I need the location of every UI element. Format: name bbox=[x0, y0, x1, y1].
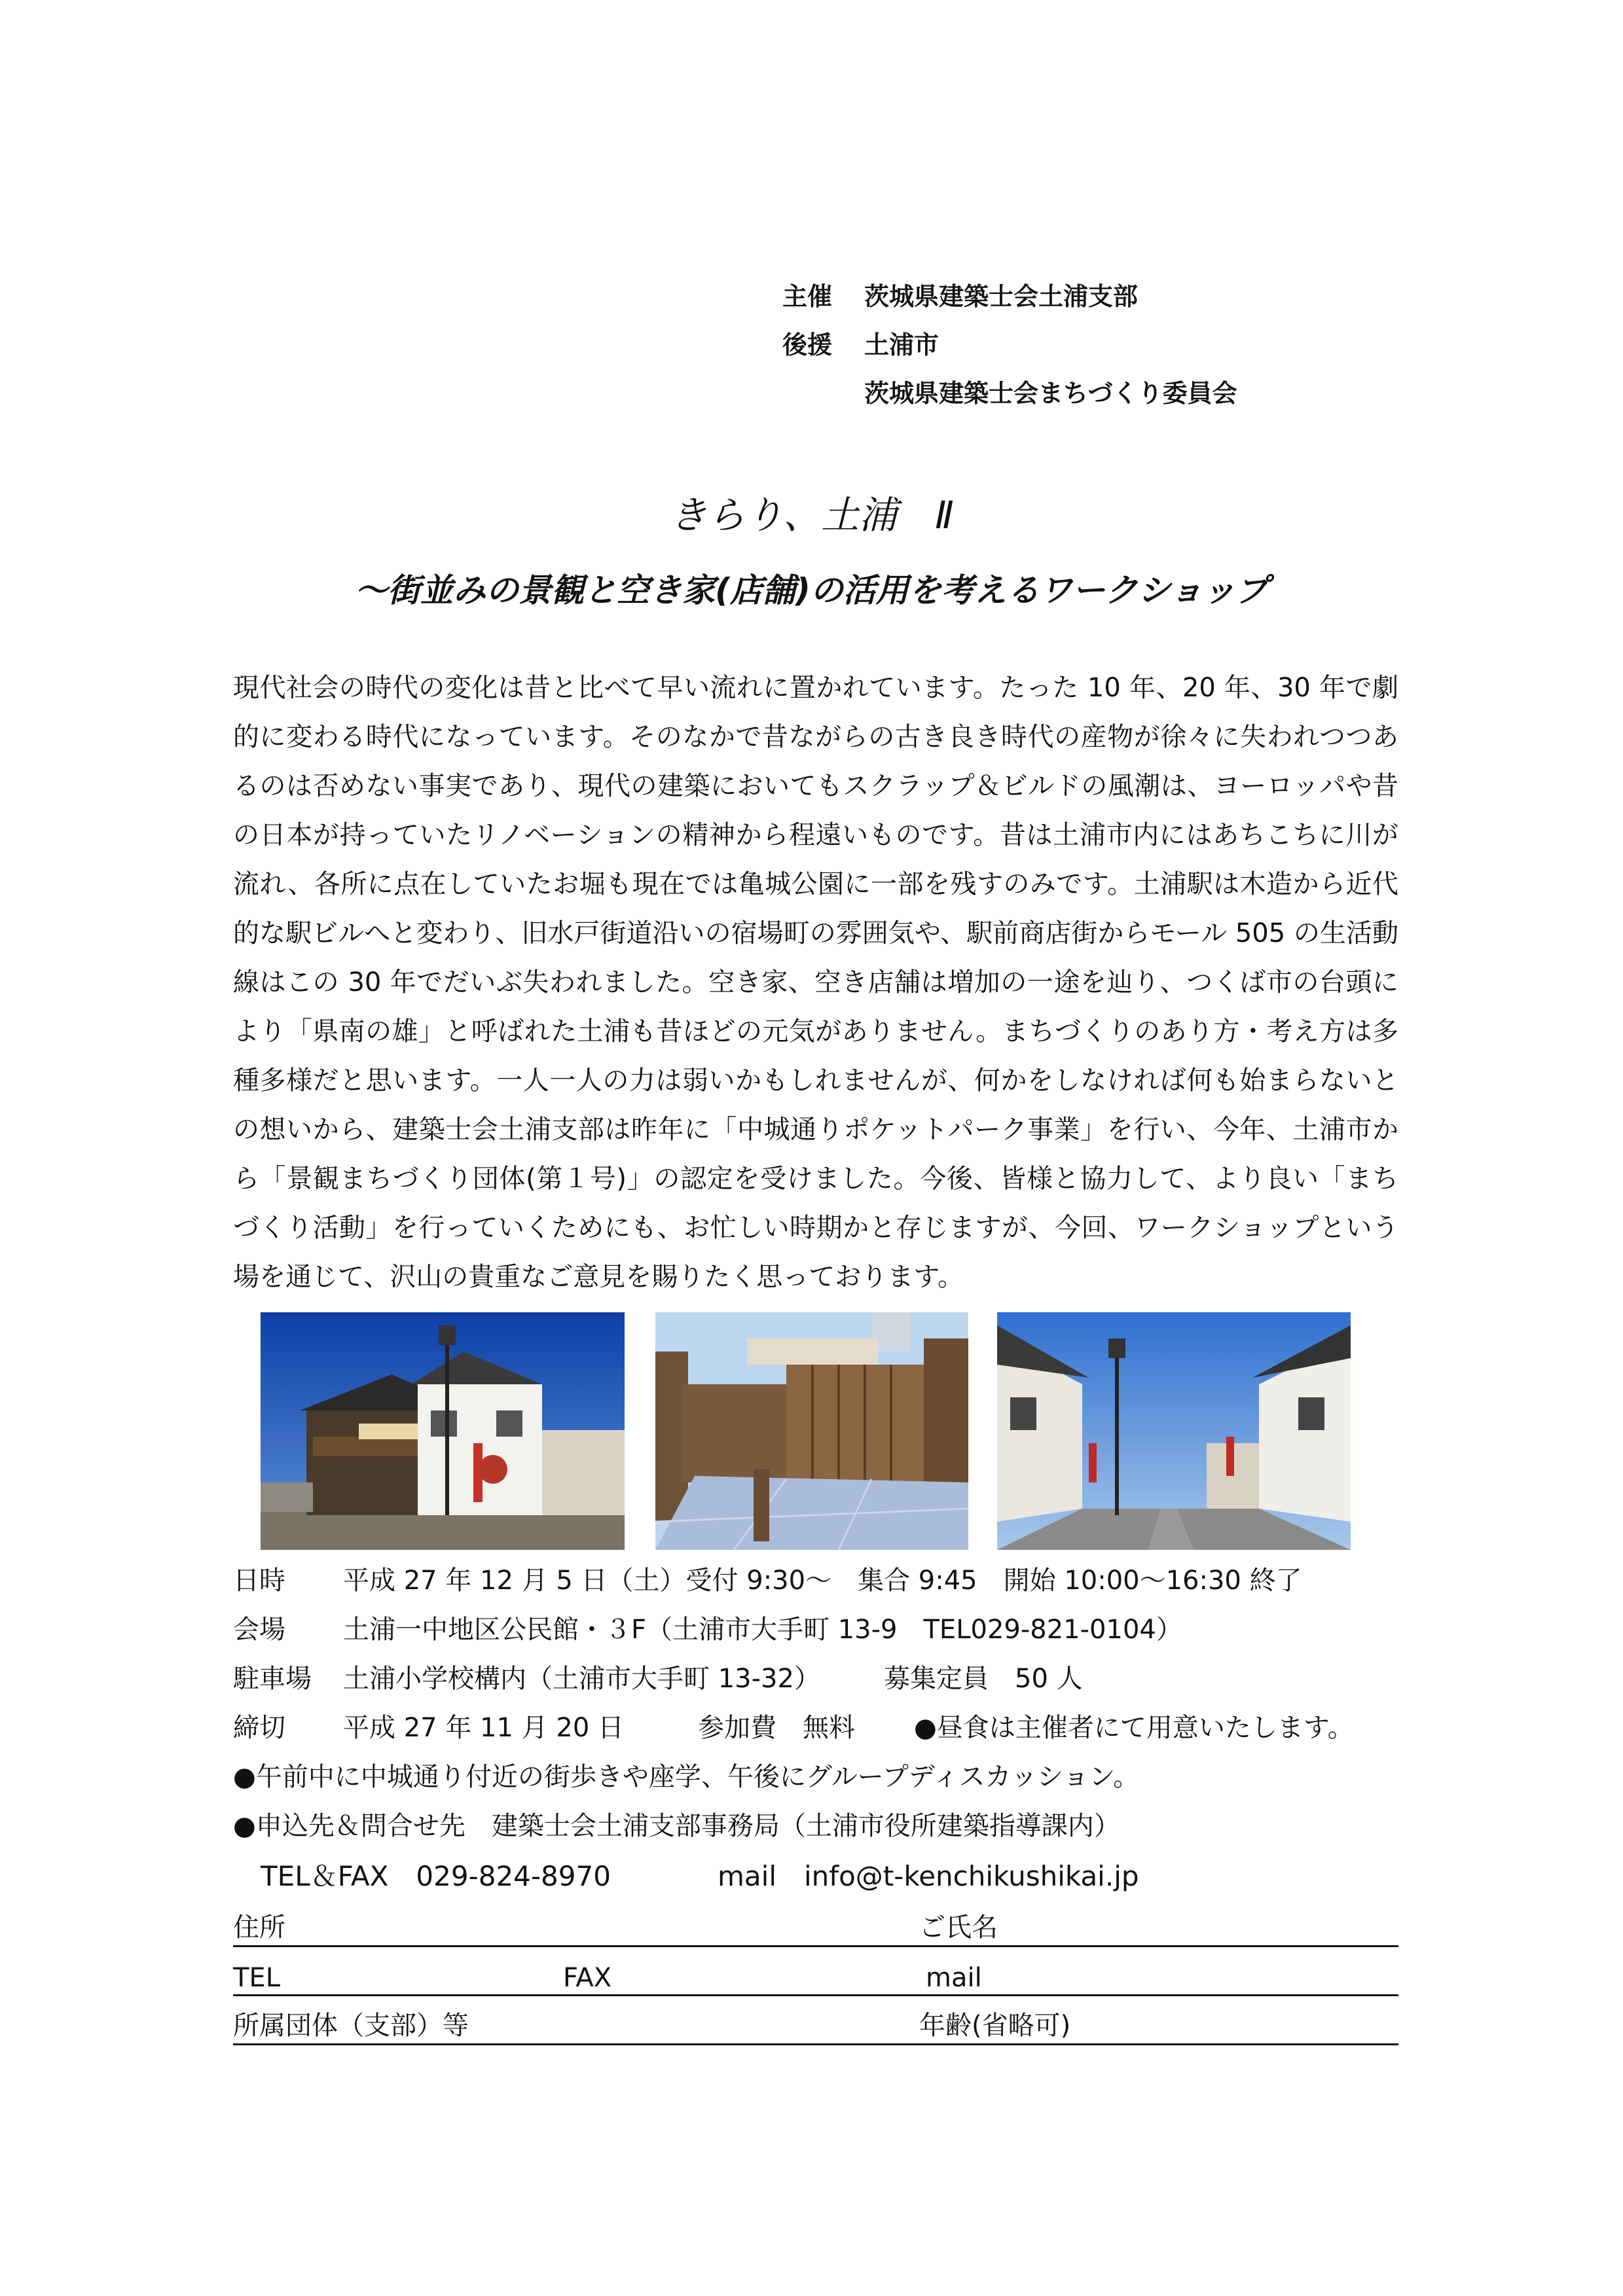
form-row-address bbox=[233, 1898, 1398, 1947]
intro-paragraph: 現代社会の時代の変化は昔と比べて早い流れに置かれています。たった 10 年、20 年、30 年で劇的に変わる時代になっています。そのなかで昔ながらの古き良き時代の産物が徐々に失われつつあるのは否めない事実であり、現代の建築においてもスクラップ＆ビルドの風潮は、ヨーロッパや昔の日本が持っていたリノベーションの精神から程遠いものです。昔は土浦市内にはあちこちに川が流れ、各所に点在していたお堀も現在では亀城公園に一部を残すのみです。土浦駅は木造から近代的な駅ビルへと変わり、旧水戸街道沿いの宿場町の雰囲気や、駅前商店街からモール 505 の生活動線はこの 30 年でだいぶ失われました。空き家、空き店舗は増加の一途を辿り、つくば市の台頭により「県南の雄」と呼ばれた土浦も昔ほどの元気がありません。まちづくりのあり方・考え方は多種多様だと思います。一人一人の力は弱いかもしれませんが、何かをしなければ何も始まらないとの想いから、建築士会土浦支部は昨年に「中城通りポケットパーク事業」を行い、今年、土浦市から「景観まちづくり団体(第１号)」の認定を受けました。今後、皆様と協力して、より良い「まちづくり活動」を行っていくためにも、お忙しい時期かと存じますが、今回、ワークショップという場を通じて、沢山の貴重なご意見を賜りたく思っております。 bbox=[233, 673, 1398, 1292]
program-note: ●午前中に中城通り付近の街歩きや座学、午後にグループディスカッション。 bbox=[233, 1762, 1140, 1792]
info-contact-row bbox=[233, 1806, 1398, 1846]
photo-street-view bbox=[997, 1312, 1351, 1550]
info-date-row bbox=[233, 1561, 1398, 1600]
form-tel-label: TEL bbox=[233, 1963, 280, 1993]
form-fax-label: FAX bbox=[563, 1963, 612, 1993]
info-telfax-row bbox=[233, 1857, 1398, 1896]
form-address-label: 住所 bbox=[233, 1912, 285, 1943]
form-row-contact bbox=[233, 1947, 1398, 1996]
contact-note: ●申込先＆問合せ先 建築士会土浦支部事務局（土浦市役所建築指導課内） bbox=[233, 1811, 1120, 1841]
host-label: 主催 bbox=[782, 282, 833, 311]
venue-value: 土浦一中地区公民館・３F（土浦市大手町 13-9 TEL029-821-0104） bbox=[343, 1615, 1182, 1645]
photo-pocket-park bbox=[655, 1312, 968, 1550]
support-name-2: 茨城県建築士会まちづくり委員会 bbox=[864, 379, 1237, 408]
info-deadline-row bbox=[233, 1708, 1398, 1748]
parking-value: 土浦小学校構内（土浦市大手町 13-32） bbox=[343, 1664, 820, 1694]
mail-address: mail info@t-kenchikushikai.jp bbox=[718, 1860, 1139, 1892]
form-age-label: 年齢(省略可) bbox=[919, 2011, 1071, 2041]
date-value: 平成 27 年 12 月 5 日（土）受付 9:30～ 集合 9:45 開始 10:00～16:30 終了 bbox=[343, 1566, 1302, 1596]
form-affiliation-label: 所属団体（支部）等 bbox=[233, 2011, 469, 2041]
deadline-label: 締切 bbox=[233, 1713, 285, 1743]
page-title: きらり、土浦 Ⅱ bbox=[669, 493, 954, 537]
info-venue-row bbox=[233, 1610, 1398, 1649]
capacity: 募集定員 50 人 bbox=[884, 1664, 1083, 1694]
info-program-row bbox=[233, 1757, 1398, 1797]
date-label: 日時 bbox=[233, 1566, 285, 1596]
form-mail-label: mail bbox=[926, 1963, 982, 1993]
photo-old-storehouse bbox=[261, 1312, 625, 1550]
page-subtitle: ～街並みの景観と空き家(店舗)の活用を考えるワークショップ bbox=[355, 571, 1268, 609]
lunch-note: ●昼食は主催者にて用意いたします。 bbox=[914, 1713, 1354, 1743]
form-row-affiliation bbox=[233, 1996, 1398, 2045]
fee: 参加費 無料 bbox=[698, 1713, 855, 1743]
organizers-block bbox=[782, 277, 1372, 413]
parking-label: 駐車場 bbox=[233, 1664, 312, 1694]
venue-label: 会場 bbox=[233, 1615, 285, 1645]
support-label: 後援 bbox=[782, 331, 833, 359]
deadline-value: 平成 27 年 11 月 20 日 bbox=[343, 1713, 624, 1743]
support-name-1: 土浦市 bbox=[864, 331, 939, 359]
info-parking-row bbox=[233, 1659, 1398, 1698]
telfax: TEL＆FAX 029-824-8970 bbox=[261, 1860, 611, 1892]
form-name-label: ご氏名 bbox=[919, 1912, 998, 1943]
host-name: 茨城県建築士会土浦支部 bbox=[864, 282, 1139, 311]
